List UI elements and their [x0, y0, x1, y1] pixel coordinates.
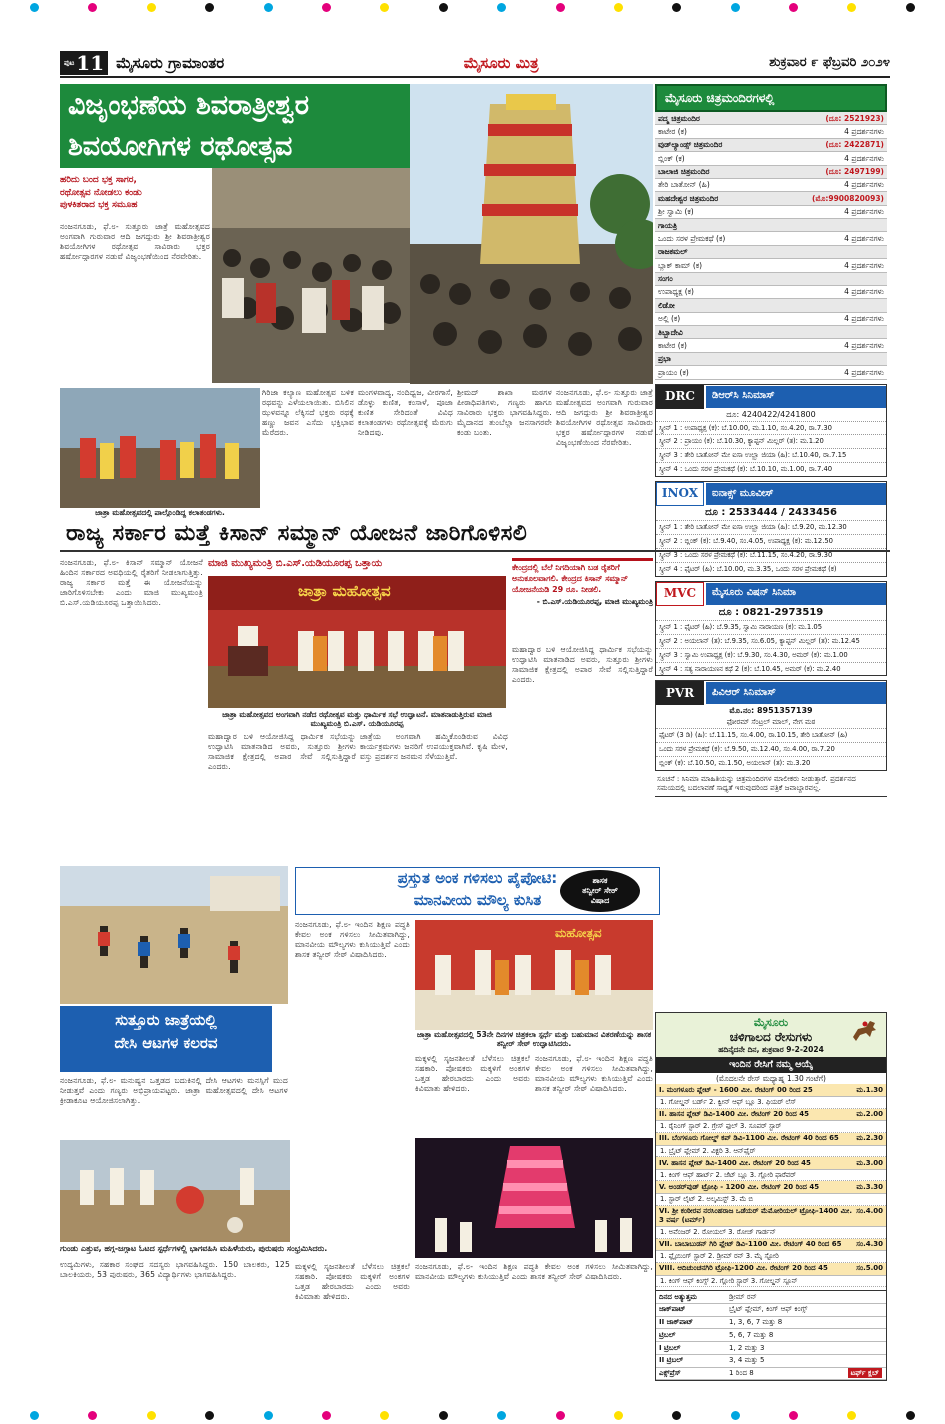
- page-number-badge: ಪುಟ 11: [60, 51, 108, 75]
- race-time: ಮ.3.30: [856, 1182, 883, 1191]
- race-header: ಮೈಸೂರು ಚಳಿಗಾಲದ ರೇಸುಗಳು ಹದಿನೈದನೇ ದಿನ, ಶುಕ್ರವಾರ 9-2-2024: [656, 1013, 886, 1057]
- theatre-list: [655, 112, 887, 380]
- story3-tag: ಶಾಸಕ ತನ್ವೀರ್ ಸೇಠ್ ವಿಷಾದ: [560, 870, 640, 912]
- mvc-shows: [656, 620, 886, 675]
- race-label: I. ಮಂಗಳೂರು ಪ್ಲೇಟ್ - 1600 ಮೀ. ರೇಟಿಂಗ್ 00 ರಿಂದ 25: [659, 1085, 813, 1094]
- theatre-name-row: [655, 353, 887, 366]
- registration-strip-top: [0, 0, 945, 14]
- theatre-phone: (ಮೊ:9900820093): [812, 193, 884, 203]
- race-entries: 1. ಕಿಂಗ್ ಆಫ್ ಹಾರ್ಟ್ 2. ಜೆಟ್ ಬ್ಲೂ 3. ಗ್ಲೋರಿ ಫಾರೆವರ್: [656, 1170, 886, 1181]
- race-entries: 1. ಕಿಂಗ್ ಆಫ್ ಕಿಂಗ್ಸ್ 2. ಗ್ಲೋರಿ ಸ್ಟಾರ್ 3. ಗೋಲ್ಡನ್ ಸ್ಪೂನ್: [656, 1276, 886, 1287]
- story3-column-3: ನಂಜನಗೂಡು, ಫೆ.೮- ಇಂದಿನ ಶಿಕ್ಷಣ ಪದ್ಧತಿ ಕೇವಲ ಅಂಕ ಗಳಿಸಲು ಸೀಮಿತವಾಗಿದ್ದು, ಮಾನವೀಯ ಮೌಲ್ಯಗಳು ಕುಸಿಯುತ್ತಿವೆ ಎಂದು ಶಾಸಕ ತನ್ವೀರ್ ಸೇಠ್ ವಿಷಾದಿಸಿದರು.: [535, 1054, 653, 1094]
- theatre-name: ಪದ್ಮ ಚಿತ್ರಮಂದಿರ: [658, 113, 700, 123]
- story1-headline: ವಿಜೃಂಭಣೆಯ ಶಿವರಾತ್ರೀಶ್ವರ ಶಿವಯೋಗಿಗಳ ರಥೋತ್ಸವ: [60, 84, 410, 168]
- theatre-phone: (ದೂ: 2422871): [825, 140, 884, 150]
- story4-column-2: ಉದ್ಯಮಿಗಳು, ಸಹಕಾರ ಸಂಘದ ಸದಸ್ಯರು ಭಾಗವಹಿಸಿದ್ದರು. 150 ಬಾಲಕರು, 125 ಬಾಲಕಿಯರು, 53 ಪುರುಷರು, 365 ವಿದ್ಯಾರ್ಥಿಗಳು ಭಾಗವಹಿಸಿದ್ದರು.: [60, 1260, 290, 1280]
- showtime-row: ಒಂದು ಸರಳ ಪ್ರೇಮಕಥೆ (ಕ): ಬೆ.9.50, ಮ.12.40, ಸಂ.4.00, ರಾ.7.20: [656, 742, 886, 756]
- theatres-title: ಮೈಸೂರು ಚಿತ್ರಮಂದಿರಗಳಲ್ಲಿ: [655, 84, 887, 112]
- theatre-name-row: [655, 246, 887, 259]
- tip-value: ಡ್ರೀಮ್ ರನ್: [729, 1292, 757, 1301]
- race-entries: 1. ರೈನಿಂಗ್ ಸ್ಟಾರ್ 2. ಗ್ರೇಸ್ ಫುಲ್ 3. ಸೂಪರ್ ಸ್ಟಾರ್: [656, 1121, 886, 1132]
- theatre-name-row: [655, 139, 887, 152]
- show-count: 4 ಪ್ರದರ್ಶನಗಳು: [844, 367, 884, 377]
- tip-value: ಬ್ರೈಟ್ ಫ್ಲೇಮ್, ಕಿಂಗ್ ಆಫ್ ಕಿಂಗ್ಸ್: [729, 1305, 808, 1314]
- theatre-film-row: [655, 125, 887, 138]
- theatre-name-row: [655, 112, 887, 125]
- theatre-name-row: [655, 273, 887, 286]
- story4-photo-caption: ಗುಂಡು ಎತ್ತುವ, ಹಗ್ಗ-ಜಗ್ಗಾಟ ಓಟದ ಸ್ಪರ್ಧೆಗಳಲ್ಲಿ ಭಾಗವಹಿಸಿ ಮಹಿಳೆಯರು, ಪುರುಷರು ಸಂಭ್ರಮಿಸಿದರು.: [60, 1244, 328, 1253]
- race-row: [656, 1239, 886, 1252]
- pvr-title: ಪಿವಿಆರ್ ಸಿನಿಮಾಸ್: [706, 682, 886, 704]
- inox-phone: ದೂ : 2533444 / 2433456: [705, 506, 837, 518]
- drc-title: ಡಿಆರ್‌ಸಿ ಸಿನಿಮಾಸ್: [706, 386, 886, 408]
- registration-strip-bottom: [0, 1408, 945, 1422]
- drc-shows: [656, 421, 886, 476]
- tip-value: 1, 3, 6, 7 ಮತ್ತು 8: [729, 1318, 783, 1326]
- story2-column-4: ಮಹಾದ್ವಾರ ಬಳಿ ಆಯೋಜಿಸಿದ್ದ ಧಾರ್ಮಿಕ ಸಭೆಯನ್ನು ಉದ್ಘಾಟಿಸಿ ಮಾತನಾಡಿದ ಅವರು, ಸುತ್ತೂರು ಶ್ರೀಗಳು ಸಾಮಾಜಿಕ ಕ್ಷೇತ್ರದಲ್ಲಿ ಅಪಾರ ಸೇವೆ ಸಲ್ಲಿಸುತ್ತಿದ್ದಾರೆ ಎಂದರು.: [512, 645, 653, 685]
- theatre-film-row: [655, 286, 887, 299]
- race-row: [656, 1206, 886, 1228]
- story2-column-1: ನಂಜನಗೂಡು, ಫೆ.೮- ಕಿಸಾನ್ ಸಮ್ಮಾನ್ ಯೋಜನೆ ಹಿಂದಿನ ಸರ್ಕಾರದ ಅವಧಿಯಲ್ಲಿ ರೈತರಿಗೆ ನೀಡಲಾಗುತ್ತಿತ್ತು. ರಾಜ್ಯ ಸರ್ಕಾರ ಮತ್ತೆ ಈ ಯೋಜನೆಯನ್ನು ಜಾರಿಗೊಳಿಸಬೇಕು ಎಂದು ಮಾಜಿ ಮುಖ್ಯಮಂತ್ರಿ ಬಿ.ಎಸ್.ಯಡಿಯೂರಪ್ಪ ಒತ್ತಾಯಿಸಿದರು.: [60, 558, 203, 608]
- race-time: ಮ.2.30: [856, 1134, 883, 1143]
- race-time: ಮ.2.00: [856, 1110, 883, 1119]
- showtime-row: ಸ್ಕ್ರೀನ್ 3 : ಸ್ವಾಮಿ ಉಪಾಧ್ಯಕ್ಷ (ಕ): ಬೆ.9.30, ಸಂ.4.30, ಅಮರ್ (ಕ): ಮ.1.00: [656, 648, 886, 662]
- cinema-notice: ಸೂಚನೆ : ಸಿನಿಮಾ ಮಾಹಿತಿಯನ್ನು ಚಿತ್ರಮಂದಿರಗಳ ಮಾಲೀಕರು ನೀಡುತ್ತಾರೆ. ಪ್ರದರ್ಶನದ ಸಮಯದಲ್ಲಿ ಬದಲಾವಣೆ ಸಾಧ್ಯತೆ ಇರುವುದರಿಂದ ಪತ್ರಿಕೆ ಜವಾಬ್ದಾರವಲ್ಲ.: [655, 771, 887, 797]
- theatre-name-row: [655, 166, 887, 179]
- theatre-phone: (ದೂ: 2497199): [825, 167, 884, 176]
- race-label: VI. ಶ್ರೀ ಕಂಠೀರವ ನರಸಿಂಹರಾಜ ಒಡೆಯರ್ ಮೆಮೋರಿಯಲ್ ಟ್ರೋಫಿ-1400 ಮೀ. 3 ವರ್ಷ (ಟರ್ಮ್): [659, 1207, 852, 1224]
- inox-logo: INOX: [656, 482, 704, 506]
- theatre-name: ರಾಜಕಮಲ್: [658, 247, 688, 257]
- story3-stage-photo: [415, 920, 653, 1030]
- theatre-film-row: [655, 206, 887, 219]
- pvr-phone: ಮೊ.ನಂ: 8951357139: [729, 706, 813, 716]
- story3-headline: ಪ್ರಸ್ತುತ ಅಂಕ ಗಳಿಸಲು ಪೈಪೋಟಿ: ಮಾನವೀಯ ಮೌಲ್ಯ ಕುಸಿತ: [295, 867, 660, 915]
- story2-column-3: ಜಾತ್ರೆಯ ಅಂಗವಾಗಿ ಹಮ್ಮಿಕೊಂಡಿರುವ ವಿವಿಧ ಕಾರ್ಯಕ್ರಮಗಳು ಜನರಿಗೆ ಉಪಯುಕ್ತವಾಗಿವೆ. ಕೃಷಿ ಮೇಳ, ವಸ್ತು ಪ್ರದರ್ಶನ ಜನಮನ ಸೆಳೆಯುತ್ತಿವೆ.: [360, 732, 508, 762]
- story1-chariot-photo: [410, 84, 653, 384]
- tip-key: ಟ್ರಿಬಲ್: [659, 1330, 676, 1339]
- story1-column-5: ನಂಜನಗೂಡು, ಫೆ.೮- ಸುತ್ತೂರು ಜಾತ್ರೆ ಮಹೋತ್ಸವದ ಅಂಗವಾಗಿ ಗುರುವಾರ ಆದಿ ಜಗದ್ಗುರು ಶ್ರೀ ಶಿವರಾತ್ರೀಶ್ವರ ಶಿವಯೋಗಿಗಳ ರಥೋತ್ಸವ ಸಾವಿರಾರು ಭಕ್ತರ ಹರ್ಷೋದ್ಗಾರಗಳ ನಡುವೆ ವಿಜೃಂಭಣೆಯಿಂದ ನೆರವೇರಿತು.: [556, 388, 653, 448]
- drc-phone: ದೂ: 4240422/4241800: [726, 409, 816, 419]
- tip-row: [656, 1329, 886, 1342]
- theatre-name: ಗಾಯತ್ರಿ: [658, 220, 678, 230]
- film-title: ಉಪಾಧ್ಯಕ್ಷ (ಕ): [658, 287, 694, 297]
- race-entries: 1. ಸ್ಟಾರ್ ಲೈಟ್ 2. ಅಲ್ಕಮಿಸ್ಟ್ 3. ಮೆ ಬಿ: [656, 1194, 886, 1205]
- story4-headline: ಸುತ್ತೂರು ಜಾತ್ರೆಯಲ್ಲಿ ದೇಸಿ ಆಟಗಳ ಕಲರವ: [60, 1006, 272, 1072]
- story4-shotput-photo: [60, 1140, 290, 1242]
- tip-key: I ಟ್ರಿಬಲ್: [659, 1343, 681, 1352]
- show-count: 4 ಪ್ರದರ್ಶನಗಳು: [844, 233, 884, 243]
- showtime-row: ಸ್ಕ್ರೀನ್ 2 : ಅಯಲಾನ್ (ತ): ಬೆ.9.35, ಸಂ.6.05, ಕ್ಯಾಪ್ಟನ್ ಮಿಲ್ಲರ್ (ತ): ಮ.12.45: [656, 634, 886, 648]
- race-entries: 1. ಗೋಲ್ಡನ್ ಬರ್ಡ್ 2. ಕ್ವೀನ್ ಆಫ್ ಬ್ಲೂ 3. ಫಿಯರ್ ಲೆಸ್: [656, 1097, 886, 1108]
- race-row: [656, 1084, 886, 1097]
- race-today-label: ಇಂದಿನ ರೇಸಿಗೆ ನಮ್ಮ ಆಯ್ಕೆ: [656, 1057, 886, 1073]
- tip-value: 1 ರಿಂದ 8: [729, 1369, 754, 1377]
- race-label: III. ಬೆಂಗಳೂರು ಗೋಲ್ಡ್ ಕಪ್ ಡಿವಿ-1100 ಮೀ. ರೇಟಿಂಗ್ 40 ರಿಂದ 65: [659, 1134, 839, 1143]
- race-entries: 1. ಬ್ರೈಟ್ ಫ್ಲೇಮ್ 2. ವಿಕ್ಟರಿ 3. ಆನ್‌ಫೈರ್: [656, 1146, 886, 1157]
- drc-cinemas: [655, 384, 887, 477]
- mvc-title: ಮೈಸೂರು ವಿಷನ್ ಸಿನಿಮಾ: [706, 583, 886, 605]
- show-count: 4 ಪ್ರದರ್ಶನಗಳು: [844, 180, 884, 190]
- mvc-logo: MVC: [656, 582, 704, 606]
- section-name: ಮೈಸೂರು ಗ್ರಾಮಾಂತರ: [116, 53, 225, 72]
- race-entries: 1. ಅವೆಂಜರ್ 2. ರೋಯಲ್ 3. ರೋಜ್ ಗಾರ್ಡನ್: [656, 1227, 886, 1238]
- horse-icon: [850, 1017, 880, 1043]
- showtime-row: ಸ್ಕ್ರೀನ್ 3 : ತೇರಿ ಬಾತೋನ್ ಮೇ ಐಸಾ ಉಲ್ಝಾ ಜಿಯಾ (ಹಿ): ಬೆ.10.40, ರಾ.7.15: [656, 448, 886, 462]
- story1-crowd-photo: [212, 168, 410, 383]
- theatre-name: ಲಿಡೋ: [658, 300, 675, 310]
- tip-row: [656, 1291, 886, 1304]
- race-time: ಸಂ.5.00: [856, 1264, 883, 1273]
- tip-key: ಜಾಕ್‌ಪಾಟ್: [659, 1305, 686, 1314]
- tip-key: II ಜಾಕ್‌ಪಾಟ್: [659, 1318, 694, 1326]
- show-count: 4 ಪ್ರದರ್ಶನಗಳು: [844, 207, 884, 217]
- showtime-row: ಫೈಟರ್ (3 ಡಿ) (ಹಿ): ಬೆ.11.15, ಸಂ.4.00, ರಾ.10.15, ತೇರಿ ಬಾತೋನ್ (ಹಿ): [656, 728, 886, 742]
- showtime-row: ಸ್ಕ್ರೀನ್ 1 : ಫೈಟರ್ (ಹಿ): ಬೆ.9.35, ಸ್ವಾಮಿ ನಾರಾಯಣ (ಕ): ಮ.1.05: [656, 620, 886, 634]
- race-row: [656, 1109, 886, 1122]
- story1-subhead: ಹರಿದು ಬಂದ ಭಕ್ತ ಸಾಗರ, ರಥೋತ್ಸವ ನೋಡಲು ಕಂಡು ಪುಳಕಿತರಾದ ಭಕ್ತ ಸಮೂಹ: [60, 174, 210, 220]
- story4-race-photo: [60, 866, 288, 1004]
- theatre-name: ಬಾಲಾಜಿ ಚಿತ್ರಮಂದಿರ: [658, 167, 710, 176]
- race-row: [656, 1157, 886, 1170]
- race-card: [655, 1012, 887, 1381]
- race-row: [656, 1133, 886, 1146]
- theatre-film-row: [655, 232, 887, 245]
- tip-key: ಎಕ್ಸ್‌ಪ್ರೆಸ್: [659, 1369, 681, 1377]
- theatre-phone: (ದೂ: 2521923): [825, 113, 884, 123]
- theatre-film-row: [655, 179, 887, 192]
- race-row: [656, 1263, 886, 1276]
- cinema-rail: [655, 84, 887, 797]
- drc-logo: DRC: [656, 385, 704, 409]
- tip-row: [656, 1304, 886, 1317]
- tip-row: [656, 1342, 886, 1355]
- showtime-row: ಸ್ಕ್ರೀನ್ 4 : ಫೈಟರ್ (ಹಿ): ಬೆ.10.00, ಮ.3.35, ಒಂದು ಸರಳ ಪ್ರೇಮಕಥೆ (ಕ): [656, 562, 886, 576]
- theatre-film-row: [655, 339, 887, 352]
- inox-cinemas: [655, 481, 887, 577]
- story2-quote: ಕೇಂದ್ರದಲ್ಲಿ ಬೆಲೆ ನಿಗದಿಯಾಗಿ ಬಡ ರೈತರಿಗೆ ಅನುಕೂಲವಾಗಲಿ. ಕೇಂದ್ರದ ಕಿಸಾನ್ ಸಮ್ಮಾನ್ ಯೋಜನೆಯಡಿ 29 ರೂ. ನೀಡಲಿ.: [512, 563, 629, 594]
- theatre-film-row: [655, 313, 887, 326]
- theatre-film-row: [655, 259, 887, 272]
- film-title: ಅಲ್ಲಿ (ಕ): [658, 314, 681, 324]
- mvc-phone: ದೂ : 0821-2973519: [718, 606, 824, 618]
- story3-column-5: ನಂಜನಗೂಡು, ಫೆ.೮- ಇಂದಿನ ಶಿಕ್ಷಣ ಪದ್ಧತಿ ಕೇವಲ ಅಂಕ ಗಳಿಸಲು ಸೀಮಿತವಾಗಿದ್ದು, ಮಾನವೀಯ ಮೌಲ್ಯಗಳು ಕುಸಿಯುತ್ತಿವೆ ಎಂದು ಶಾಸಕ ತನ್ವೀರ್ ಸೇಠ್ ವಿಷಾದಿಸಿದರು.: [415, 1262, 653, 1282]
- showtime-row: ಬ್ಲಿಂಕ್ (ಕ): ಬೆ.10.50, ಮ.1.50, ಅಯಲಾನ್ (ತ): ಮ.3.20: [656, 756, 886, 770]
- theatre-name: ಸಂಗಂ: [658, 274, 673, 283]
- inox-title: ಐನಾಕ್ಸ್ ಮೂವೀಸ್: [706, 483, 886, 505]
- story3-column-1: ನಂಜನಗೂಡು, ಫೆ.೮- ಇಂದಿನ ಶಿಕ್ಷಣ ಪದ್ಧತಿ ಕೇವಲ ಅಂಕ ಗಳಿಸಲು ಸೀಮಿತವಾಗಿದ್ದು, ಮಾನವೀಯ ಮೌಲ್ಯಗಳು ಕುಸಿಯುತ್ತಿವೆ ಎಂದು ಶಾಸಕ ತನ್ವೀರ್ ಸೇಠ್ ವಿಷಾದಿಸಿದರು.: [295, 920, 410, 960]
- theatre-name: ವುಡ್‌ಲ್ಯಾಂಡ್ಸ್ ಚಿತ್ರಮಂದಿರ: [658, 140, 723, 150]
- show-count: 4 ಪ್ರದರ್ಶನಗಳು: [844, 260, 884, 270]
- story4-column-1: ನಂಜನಗೂಡು, ಫೆ.೮- ಮನುಷ್ಯನ ಒತ್ತಡದ ಬದುಕಿನಲ್ಲಿ ದೇಸಿ ಆಟಗಳು ಮನಸ್ಸಿಗೆ ಮುದ ನೀಡುತ್ತವೆ ಎಂದು ಗಣ್ಯರು ಅಭಿಪ್ರಾಯಪಟ್ಟರು. ಜಾತ್ರಾ ಮಹೋತ್ಸವದಲ್ಲಿ ದೇಸಿ ಆಟಗಳ ಕ್ರೀಡಾಕೂಟ ಆಯೋಜಿಸಲಾಗಿತ್ತು.: [60, 1076, 288, 1106]
- race-time-note: (ಮೊದಲನೇ ರೇಸ್ ಮಧ್ಯಾಹ್ನ 1.30 ಗಂಟೆಗೆ): [716, 1074, 826, 1083]
- theatre-name: ಪ್ರಭಾ: [658, 354, 671, 364]
- showtime-row: ಸ್ಕ್ರೀನ್ 2 : ಬ್ಲಿಂಕ್ (ಕ): ಬೆ.9.40, ಸಂ.4.05, ಉಪಾಧ್ಯಕ್ಷ (ಕ): ಮ.12.50: [656, 534, 886, 548]
- race-time: ಸಂ.4.30: [856, 1240, 883, 1249]
- story2-stage-photo: [208, 576, 506, 708]
- story3-column-4: ಮಕ್ಕಳಲ್ಲಿ ಸೃಜನಶೀಲತೆ ಬೆಳೆಸಲು ಚಿತ್ರಕಲೆ ಸಹಕಾರಿ. ಪೋಷಕರು ಮಕ್ಕಳಿಗೆ ಅಂಕಗಳ ಒತ್ತಡ ಹೇರಬಾರದು ಎಂದು ಅವರು ಕಿವಿಮಾತು ಹೇಳಿದರು.: [295, 1262, 410, 1302]
- race-label: IV. ಹಾಸನ ಪ್ಲೇಟ್ ಡಿವಿ-1400 ಮೀ. ರೇಟಿಂಗ್ 20 ರಿಂದ 45: [659, 1158, 811, 1167]
- mvc-cinemas: [655, 581, 887, 677]
- theatre-name-row: [655, 326, 887, 339]
- story2-caption: ಜಾತ್ರಾ ಮಹೋತ್ಸವದ ಅಂಗವಾಗಿ ನಡೆದ ರಥೋತ್ಸವ ಮತ್ತು ಧಾರ್ಮಿಕ ಸಭೆ ಉದ್ಘಾಟನೆ. ಮಾತನಾಡುತ್ತಿರುವ ಮಾಜಿ ಮುಖ್ಯಮಂತ್ರಿ ಬಿ.ಎಸ್. ಯಡಿಯೂರಪ್ಪ: [222, 710, 492, 729]
- race-list: [656, 1084, 886, 1287]
- film-title: ತೇರಿ ಬಾತೋನ್ (ಹಿ): [658, 180, 710, 190]
- story1-dancers-photo: [60, 388, 260, 508]
- story3-caption: ಜಾತ್ರಾ ಮಹೋತ್ಸವದಲ್ಲಿ 53ನೇ ದಿನಗಳ ಚಿತ್ರಕಲಾ ಸ್ಪರ್ಧೆ ಮತ್ತು ಬಹುಮಾನ ವಿತರಣೆಯನ್ನು ಶಾಸಕ ತನ್ವೀರ್ ಸೇಠ್ ಉದ್ಘಾಟಿಸಿದರು.: [416, 1030, 652, 1049]
- story2-column-2: ಮಹಾದ್ವಾರ ಬಳಿ ಆಯೋಜಿಸಿದ್ದ ಧಾರ್ಮಿಕ ಸಭೆಯನ್ನು ಉದ್ಘಾಟಿಸಿ ಮಾತನಾಡಿದ ಅವರು, ಸುತ್ತೂರು ಶ್ರೀಗಳು ಸಾಮಾಜಿಕ ಕ್ಷೇತ್ರದಲ್ಲಿ ಅಪಾರ ಸೇವೆ ಸಲ್ಲಿಸುತ್ತಿದ್ದಾರೆ ಎಂದರು.: [208, 732, 356, 772]
- race-label: VII. ಬಾಬಾಬುಡನ್ ಗಿರಿ ಪ್ಲೇಟ್ ಡಿವಿ-1100 ಮೀ. ರೇಟಿಂಗ್ 40 ರಿಂದ 65: [659, 1240, 842, 1249]
- film-title: ಕಾಟೇರ (ಕ): [658, 340, 687, 350]
- race-time: ಮ.1.30: [856, 1085, 883, 1094]
- show-count: 4 ಪ್ರದರ್ಶನಗಳು: [844, 287, 884, 297]
- dateline: ಶುಕ್ರವಾರ ೯ ಫೆಬ್ರವರಿ ೨೦೨೪: [769, 54, 890, 70]
- theatre-film-row: [655, 366, 887, 379]
- story1-column-1: ನಂಜನಗೂಡು, ಫೆ.೮- ಸುತ್ತೂರು ಜಾತ್ರೆ ಮಹೋತ್ಸವದ ಅಂಗವಾಗಿ ಗುರುವಾರ ಆದಿ ಜಗದ್ಗುರು ಶ್ರೀ ಶಿವರಾತ್ರೀಶ್ವರ ಶಿವಯೋಗಿಗಳ ರಥೋತ್ಸವ ಸಾವಿರಾರು ಭಕ್ತರ ಹರ್ಷೋದ್ಗಾರಗಳ ನಡುವೆ ವಿಜೃಂಭಣೆಯಿಂದ ನೆರವೇರಿತು.: [60, 222, 210, 262]
- race-label: VIII. ಆದಿಚುಂಚನಗಿರಿ ಟ್ರೋಫಿ-1200 ಮೀ. ರೇಟಿಂಗ್ 20 ರಿಂದ 45: [659, 1264, 828, 1273]
- stage-banner-text: ಜಾತ್ರಾ ಮಹೋತ್ಸವ: [298, 582, 391, 600]
- race-row: [656, 1181, 886, 1194]
- show-count: 4 ಪ್ರದರ್ಶನಗಳು: [844, 340, 884, 350]
- tip-row: [656, 1355, 886, 1368]
- story1-column-3: ಮಂಗಳವಾದ್ಯ, ನಂದಿಧ್ವಜ, ವೀರಗಾಸೆ, ಡೊಳ್ಳು ಕುಣಿತ, ಕಂಸಾಳೆ, ಪೂಜಾ ಕುಣಿತ ಸೇರಿದಂತೆ ವಿವಿಧ ಕಲಾತಂಡಗಳು ರಥೋತ್ಸವಕ್ಕೆ ಮೆರುಗು ನೀಡಿದವು.: [358, 388, 453, 438]
- story2-kicker: ಮಾಜಿ ಮುಖ್ಯಮಂತ್ರಿ ಬಿ.ಎಸ್.ಯಡಿಯೂರಪ್ಪ ಒತ್ತಾಯ: [208, 558, 383, 569]
- masthead: [60, 50, 890, 78]
- race-label: II. ಹಾಸನ ಪ್ಲೇಟ್ ಡಿವಿ-1400 ಮೀ. ರೇಟಿಂಗ್ 20 ರಿಂದ 45: [659, 1110, 809, 1119]
- tip-value: 1, 2 ಮತ್ತು 3: [729, 1343, 765, 1352]
- story3-column-2: ಮಕ್ಕಳಲ್ಲಿ ಸೃಜನಶೀಲತೆ ಬೆಳೆಸಲು ಚಿತ್ರಕಲೆ ಸಹಕಾರಿ. ಪೋಷಕರು ಮಕ್ಕಳಿಗೆ ಅಂಕಗಳ ಒತ್ತಡ ಹೇರಬಾರದು ಎಂದು ಅವರು ಕಿವಿಮಾತು ಹೇಳಿದರು.: [415, 1054, 530, 1094]
- race-time: ಮ.3.00: [856, 1158, 883, 1167]
- story1-dancers-caption: ಜಾತ್ರಾ ಮಹೋತ್ಸವದಲ್ಲಿ ಪಾಲ್ಗೊಂಡಿದ್ದ ಕಲಾತಂಡಗಳು.: [95, 508, 225, 517]
- pvr-location: ಫೋರಮ್ ಸೆಂಟ್ರಲ್ ಮಾಲ್, ನೇಗ ಮಠ: [726, 718, 816, 727]
- show-count: 4 ಪ್ರದರ್ಶನಗಳು: [844, 153, 884, 163]
- film-title: ಒಂದು ಸರಳ ಪ್ರೇಮಕಥೆ (ಕ): [658, 233, 726, 243]
- showtime-row: ಸ್ಕ್ರೀನ್ 3 : ಒಂದು ಸರಳ ಪ್ರೇಮಕಥೆ (ಕ): ಬೆ.11.15, ಸಂ.4.20, ರಾ.9.30: [656, 548, 886, 562]
- theatre-name: ಮಹದೇಶ್ವರ ಚಿತ್ರಮಂದಿರ: [658, 193, 719, 203]
- inox-shows: [656, 520, 886, 575]
- showtime-row: ಸ್ಕ್ರೀನ್ 4 : ಒಂದು ಸರಳ ಪ್ರೇಮಕಥೆ (ಕ): ಬೆ.10.10, ಮ.1.00, ರಾ.7.40: [656, 462, 886, 476]
- film-title: ಬ್ಲಿಂಕ್ (ಕ): [658, 153, 685, 163]
- film-title: ಪ್ರಾಯಂ (ಕ): [658, 367, 689, 377]
- film-title: ಬ್ಲಾಕ್ ಕಾಮ್ (ಕ): [658, 260, 703, 270]
- race-entries: 1. ಫ್ಲೈಯಿಂಗ್ ಸ್ಟಾರ್ 2. ಡ್ರೀಮ್ ರನ್ 3. ಮೈ ಸ್ಟೋರಿ: [656, 1251, 886, 1262]
- story3-night-chariot-photo: [415, 1138, 653, 1258]
- tip-key: II ಟ್ರಿಬಲ್: [659, 1356, 684, 1365]
- film-title: ಶ್ರೀ ಸ್ವಾಮಿ (ಕ): [658, 207, 694, 217]
- tip-row: [656, 1317, 886, 1330]
- newspaper-logo: ಮೈಸೂರು ಮಿತ್ರ: [463, 53, 539, 72]
- showtime-row: ಸ್ಕ್ರೀನ್ 1 : ಉಪಾಧ್ಯಕ್ಷ (ಕ): ಬೆ.10.00, ಮ.1.10, ಸಂ.4.20, ರಾ.7.30: [656, 421, 886, 435]
- story1-column-2: ಗಿರಿಜಾ ಕಲ್ಯಾಣ ಮಹೋತ್ಸವ ಬಳಿಕ ರಥವನ್ನು ಎಳೆಯಲಾಯಿತು. ಬಿಸಿಲಿನ ಝಳವನ್ನೂ ಲೆಕ್ಕಿಸದೆ ಭಕ್ತರು ರಥಕ್ಕೆ ಹಣ್ಣು ಜವನ ಎಸೆದು ಭಕ್ತಿಭಾವ ಮೆರೆದರು.: [262, 388, 354, 438]
- page-number: 11: [76, 50, 105, 75]
- film-title: ಕಾಟೇರ (ಕ): [658, 126, 687, 136]
- race-label: V. ಅಂಡರ್‌ವುಡ್ ಟ್ರೋಫಿ - 1200 ಮೀ. ರೇಟಿಂಗ್ 20 ರಿಂದ 45: [659, 1182, 820, 1191]
- tip-value: 5, 6, 7 ಮತ್ತು 8: [729, 1330, 774, 1339]
- story2-quote-box: [512, 558, 653, 607]
- showtime-row: ಸ್ಕ್ರೀನ್ 1 : ತೇರಿ ಬಾತೋನ್ ಮೇ ಐಸಾ ಉಲ್ಝಾ ಜಿಯಾ (ಹಿ): ಬೆ.9.20, ಮ.12.30: [656, 520, 886, 534]
- theatre-name-row: [655, 219, 887, 232]
- theatre-name-row: [655, 299, 887, 312]
- story3-banner-text: ಮಹೋತ್ಸವ: [555, 926, 602, 940]
- tip-key: ದಿನದ ಅತ್ಯುತ್ತಮ: [659, 1292, 697, 1301]
- theatre-film-row: [655, 152, 887, 165]
- show-count: 4 ಪ್ರದರ್ಶನಗಳು: [844, 126, 884, 136]
- theatre-name-row: [655, 192, 887, 205]
- story2-quote-author: - ಬಿ.ಎಸ್.ಯಡಿಯೂರಪ್ಪ, ಮಾಜಿ ಮುಖ್ಯಮಂತ್ರಿ: [536, 597, 653, 607]
- theatre-name: ತಿಬ್ಬಾದೇವಿ: [658, 327, 683, 337]
- pvr-cinemas: [655, 680, 887, 770]
- story2-headline: ರಾಜ್ಯ ಸರ್ಕಾರ ಮತ್ತೆ ಕಿಸಾನ್ ಸಮ್ಮಾನ್ ಯೋಜನೆ ಜಾರಿಗೊಳಿಸಲಿ: [60, 518, 890, 552]
- show-count: 4 ಪ್ರದರ್ಶನಗಳು: [844, 314, 884, 324]
- pvr-shows: [656, 728, 886, 769]
- tip-value: 3, 4 ಮತ್ತು 5: [729, 1356, 765, 1365]
- race-time: ಸಂ.4.00: [856, 1207, 883, 1216]
- showtime-row: ಸ್ಕ್ರೀನ್ 4 : ಸತ್ಯ ನಾರಾಯಣನ ಕಥೆ 2 (ಕ): ಬೆ.10.45, ಅಮರ್ (ಕ): ಮ.2.40: [656, 662, 886, 676]
- showtime-row: ಸ್ಕ್ರೀನ್ 2 : ಪ್ರಾಯಂ (ಕ): ಬೆ.10.30, ಕ್ಯಾಪ್ಟನ್ ಮಿಲ್ಲರ್ (ತ): ಮ.1.20: [656, 434, 886, 448]
- turf-club-badge: ಟರ್ಫ್ ಕ್ಲಬ್: [848, 1368, 882, 1379]
- pvr-logo: PVR: [656, 681, 704, 705]
- story1-column-4: ಶ್ರೀಮದ್ ಶಾಖಾ ಮಠಗಳ ಪೀಠಾಧಿಪತಿಗಳು, ಗಣ್ಯರು ಹಾಗೂ ಸಾವಿರಾರು ಭಕ್ತರು ಭಾಗವಹಿಸಿದ್ದರು. ಮೈದಾನದ ತುಂಬೆಲ್ಲಾ ಜನಸಾಗರವೇ ಕಂಡು ಬಂತು.: [457, 388, 552, 438]
